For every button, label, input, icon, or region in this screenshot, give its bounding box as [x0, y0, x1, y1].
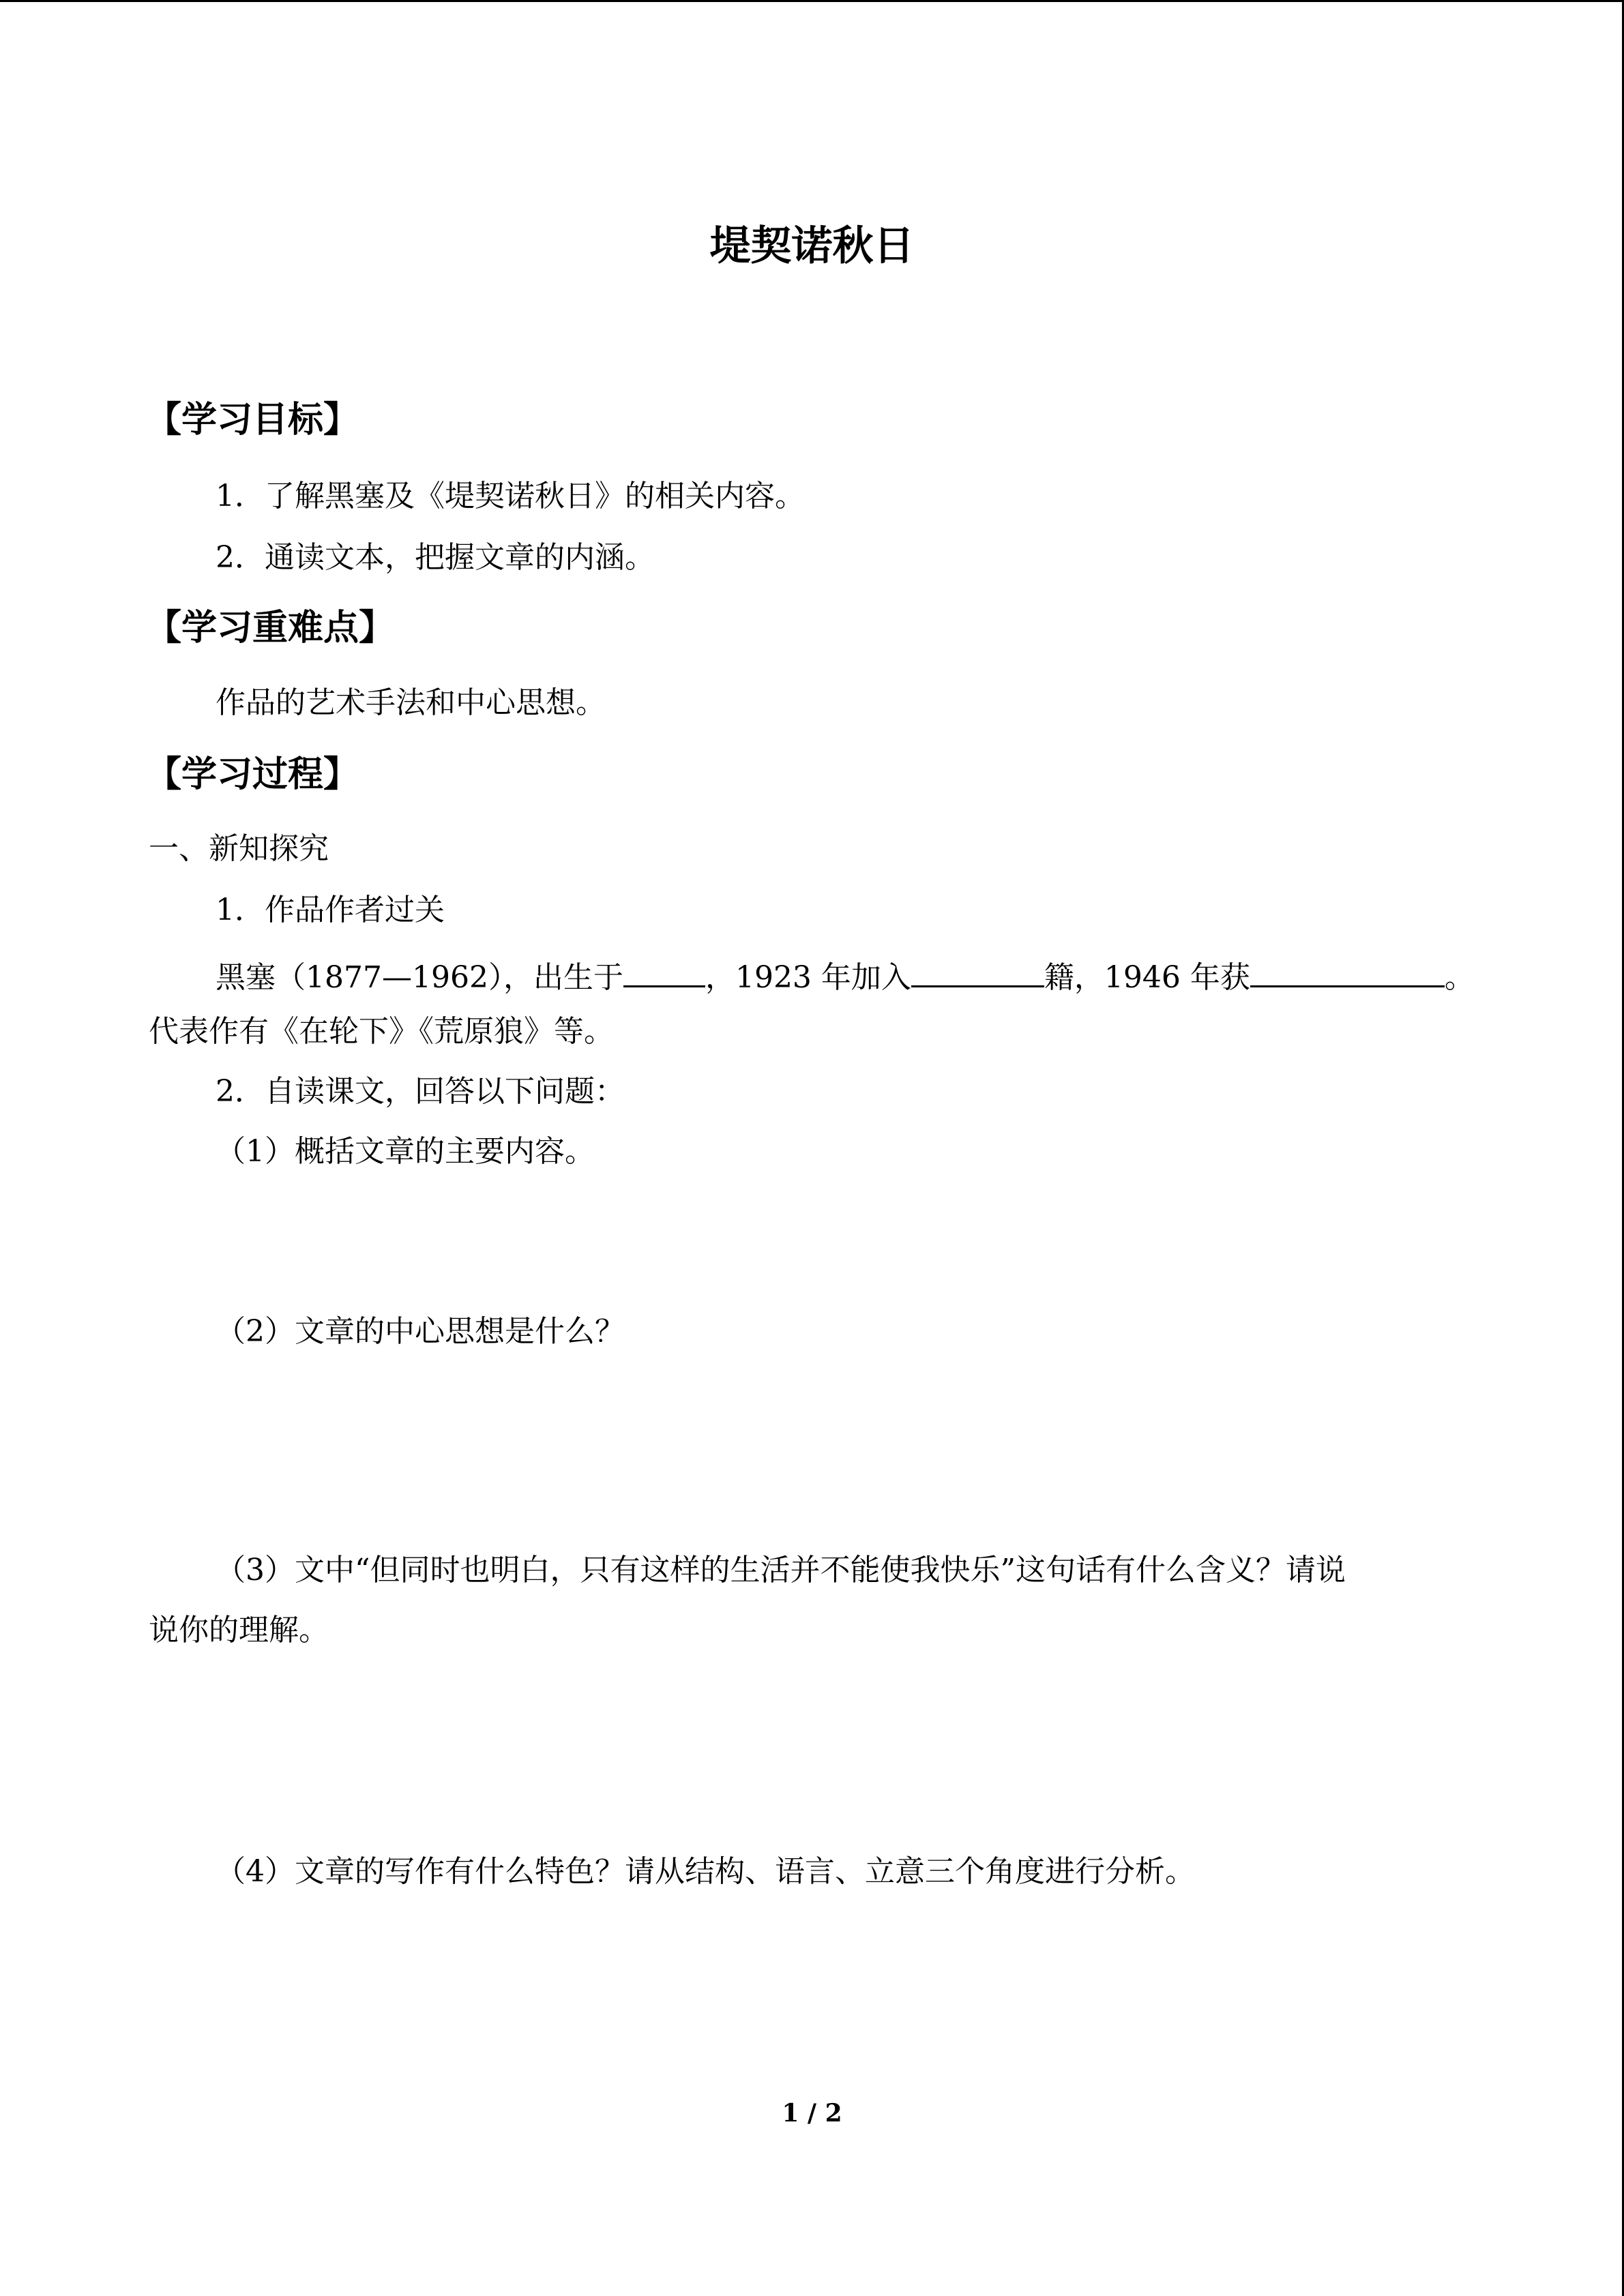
question-2: （2）文章的中心思想是什么？	[216, 1314, 625, 1349]
page-title: 堤契诺秋日	[709, 222, 915, 270]
blank-nationality[interactable]	[911, 951, 1044, 987]
objective-item-1: 1．了解黑塞及《堤契诺秋日》的相关内容。	[216, 479, 805, 513]
section-heading-key-points: 【学习重难点】	[146, 608, 395, 648]
author-fill-line	[216, 951, 1475, 998]
question-3-line-2: 说你的理解。	[149, 1613, 329, 1648]
question-4: （4）文章的写作有什么特色？请从结构、语言、立意三个角度进行分析。	[216, 1854, 1195, 1889]
page-number: 1 / 2	[782, 2099, 842, 2128]
author-line-seg3: 籍，1946 年获	[1044, 960, 1250, 995]
step-two-heading: 2．自读课文，回答以下问题：	[216, 1074, 625, 1109]
blank-award[interactable]	[1250, 951, 1445, 987]
section-heading-process: 【学习过程】	[146, 754, 359, 795]
key-points-text: 作品的艺术手法和中心思想。	[216, 685, 606, 720]
author-line-seg4: 。	[1444, 960, 1475, 995]
author-line-seg1: 黑塞（1877—1962），出生于	[216, 960, 623, 995]
question-1: （1）概括文章的主要内容。	[216, 1134, 595, 1169]
section-heading-objectives: 【学习目标】	[146, 400, 359, 441]
part-one-heading: 一、新知探究	[149, 831, 329, 866]
author-line-seg2: ，1923 年加入	[705, 960, 911, 995]
question-3-line-1: （3）文中“但同时也明白，只有这样的生活并不能使我快乐”这句话有什么含义？请说	[216, 1553, 1346, 1587]
objective-item-2: 2．通读文本，把握文章的内涵。	[216, 540, 655, 575]
author-line-continued: 代表作有《在轮下》《荒原狼》等。	[149, 1014, 614, 1049]
step-one-heading: 1．作品作者过关	[216, 893, 445, 927]
blank-birthplace[interactable]	[623, 951, 705, 987]
